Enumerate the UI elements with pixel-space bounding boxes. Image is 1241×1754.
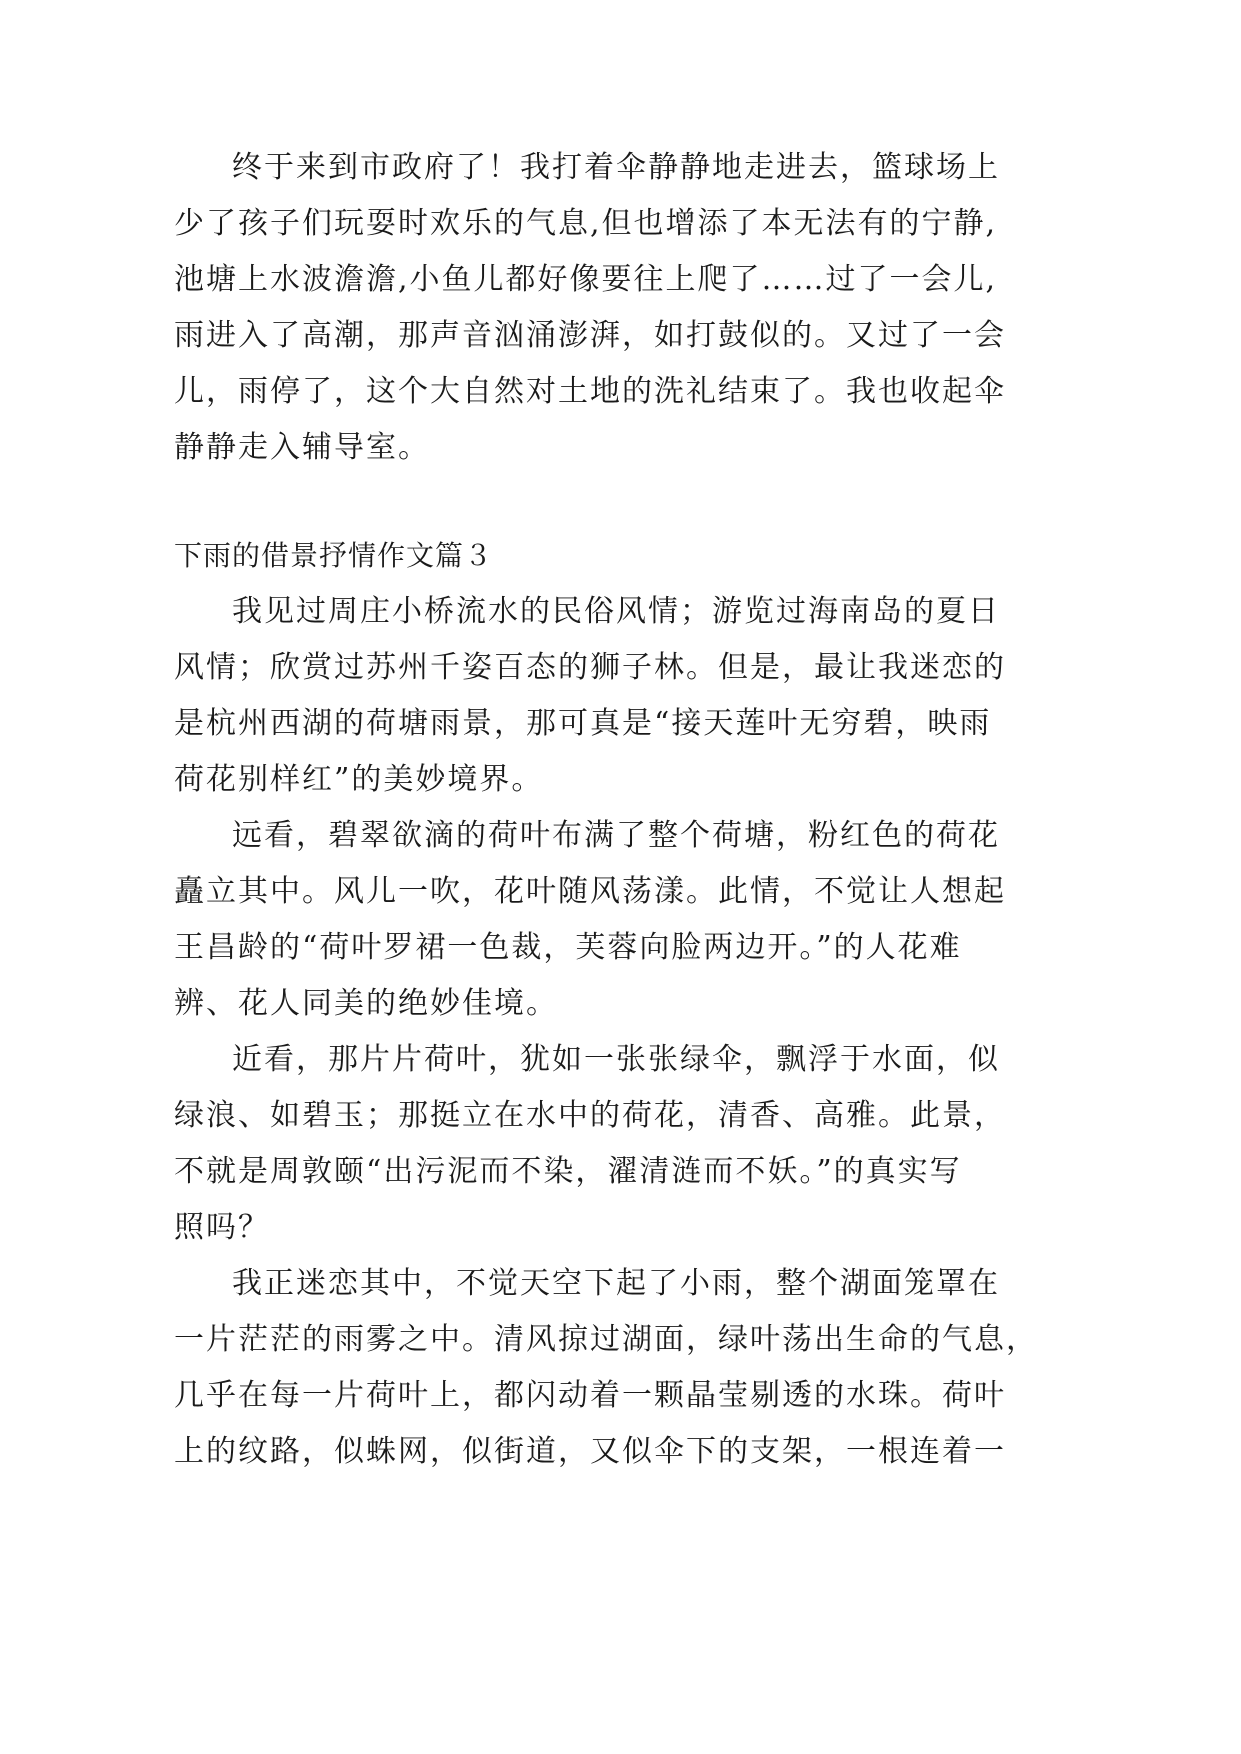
text-line: 儿，雨停了，这个大自然对土地的洗礼结束了。我也收起伞	[174, 374, 1006, 409]
text-line: 不就是周敦颐“出污泥而不染，濯清涟而不妖。”的真实写	[174, 1154, 962, 1189]
text-line: 静静走入辅导室。	[174, 430, 430, 465]
text-line: 风情；欣赏过苏州千姿百态的狮子林。但是，最让我迷恋的	[174, 650, 1006, 685]
text-line: 池塘上水波澹澹,小鱼儿都好像要往上爬了……过了一会儿,	[174, 262, 998, 297]
text-line: 近看，那片片荷叶，犹如一张张绿伞，飘浮于水面，似	[232, 1042, 1000, 1077]
text-line: 是杭州西湖的荷塘雨景，那可真是“接天莲叶无穷碧，映雨	[174, 706, 992, 741]
text-line: 上的纹路，似蛛网，似街道，又似伞下的支架，一根连着一	[174, 1434, 1006, 1469]
text-line: 绿浪、如碧玉；那挺立在水中的荷花，清香、高雅。此景，	[174, 1098, 1006, 1133]
text-line: 荷花别样红”的美妙境界。	[174, 762, 544, 797]
text-line: 雨进入了高潮，那声音汹涌澎湃，如打鼓似的。又过了一会	[174, 318, 1006, 353]
text-line: 辨、花人同美的绝妙佳境。	[174, 986, 558, 1021]
text-line: 我见过周庄小桥流水的民俗风情；游览过海南岛的夏日	[232, 594, 1000, 629]
text-line: 远看，碧翠欲滴的荷叶布满了整个荷塘，粉红色的荷花	[232, 818, 1000, 853]
section-heading: 下雨的借景抒情作文篇３	[174, 539, 494, 572]
text-line: 矗立其中。风儿一吹，花叶随风荡漾。此情，不觉让人想起	[174, 874, 1006, 909]
text-line: 我正迷恋其中，不觉天空下起了小雨，整个湖面笼罩在	[232, 1266, 1000, 1301]
text-line: 少了孩子们玩耍时欢乐的气息,但也增添了本无法有的宁静,	[174, 206, 998, 241]
text-line: 几乎在每一片荷叶上，都闪动着一颗晶莹剔透的水珠。荷叶	[174, 1378, 1006, 1413]
text-line: 王昌龄的“荷叶罗裙一色裁，芙蓉向脸两边开。”的人花难	[174, 930, 962, 965]
text-line: 一片茫茫的雨雾之中。清风掠过湖面，绿叶荡出生命的气息，	[174, 1322, 1038, 1357]
text-line: 终于来到市政府了！我打着伞静静地走进去，篮球场上	[232, 150, 1000, 185]
text-line: 照吗？	[174, 1210, 270, 1245]
